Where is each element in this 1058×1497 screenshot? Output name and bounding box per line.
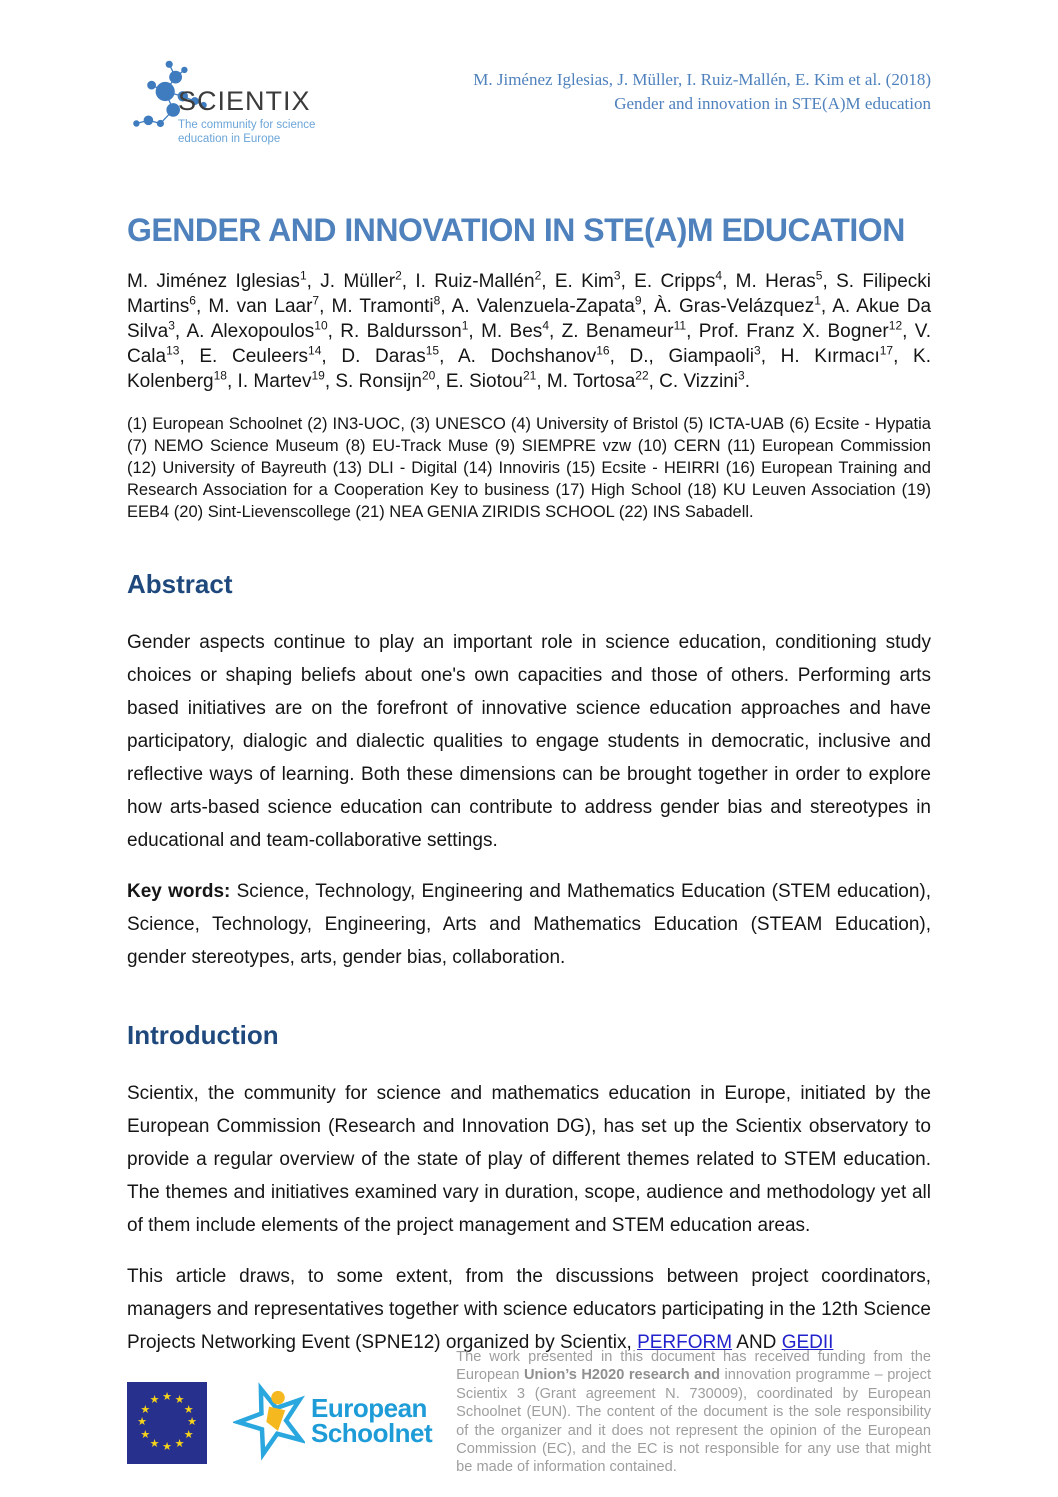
european-schoolnet-wordmark: European Schoolnet xyxy=(311,1393,433,1448)
gedii-link[interactable]: GEDII xyxy=(781,1332,834,1353)
funding-text-2: innovation programme – project Scientix 3 (Grant agreement N. 730009), coordinated by European Schoolnet (EUN). The content of the document is the sole responsibility of the organizer and it does not represent the opinion of the European Commission (EC), and the EC is not responsible for any use that might be made of information contained. xyxy=(456,1367,931,1476)
authors-line: M. Jiménez Iglesias$^1$, J. Müller$^2$, I. Ruiz-Mallén$^2$, E. Kim$^3$, E. Cripps$^4$, M. Heras$^5$, S. Filipecki Martins$^6$, M. van Laar$^7$, M. Tramonti$^8$, A. Valenzuela-Zapata$^9$, À. Gras-Velázquez$^1$, A. Akue Da Silva$^3$, A. Alexopoulos$^{10}$, R. Baldursson$^1$, M. Bes$^4$, Z. Benameur$^{11}$, Prof. Franz X. Bogner$^{12}$, V. Cala$^{13}$, E. Ceuleers$^{14}$, D. Daras$^{15}$, A. Dochshanov$^{16}$, D., Giampaoli$^3$, H. Kırmacı$^{17}$, K. Kolenberg$^{18}$, I. Martev$^{19}$, S. Ronsijn$^{20}$, E. Siotou$^{21}$, M. Tortosa$^{22}$, C. Vizzini$^3$. xyxy=(127,268,932,392)
european-schoolnet-star-icon xyxy=(233,1378,305,1464)
intro-p2-and: AND xyxy=(732,1332,782,1353)
introduction-paragraph-2 xyxy=(127,1260,931,1359)
scientix-logo-text xyxy=(178,88,315,146)
funding-text-bold: Union’s H2020 research and xyxy=(523,1367,721,1384)
abstract-heading: Abstract xyxy=(127,569,233,599)
page-title: GENDER AND INNOVATION IN STE(A)M EDUCATION xyxy=(127,212,905,248)
scientix-wordmark: SCIENTIX xyxy=(178,86,311,116)
citation-line2: Gender and innovation in STE(A)M education xyxy=(614,94,931,113)
perform-link[interactable]: PERFORM xyxy=(637,1332,733,1353)
scientix-logo xyxy=(130,52,400,152)
affiliations: (1) European Schoolnet (2) IN3-UOC, (3) UNESCO (4) University of Bristol (5) ICTA-UAB (6) Ecsite - Hypatia (7) NEMO Science Museum (8) EU-Track Muse (9) SIEMPRE vzw (10) CERN (11) European Commission (12) University of Bayreuth (13) DLI - Digital (14) Innoviris (15) Ecsite - HEIRRI (16) European Training and Research Association for a Cooperation Key to business (17) High School (18) KU Leuven Association (19) EEB4 (20) Sint-Lievenscollege (21) NEA GENIA ZIRIDIS SCHOOL (22) INS Sabadell. xyxy=(127,415,931,521)
eu-flag: ★ ★ ★ ★ ★ ★ ★ ★ ★ ★ ★ ★ xyxy=(127,1382,207,1464)
intro-p2-text: This article draws, to some extent, from the discussions between project coordinators, managers and representatives together with science educators participating in the 12th Science Projects Networking Event (SPNE12) organized by Scientix, xyxy=(127,1266,931,1353)
keywords-paragraph xyxy=(127,875,931,974)
citation-line1: M. Jiménez Iglesias, J. Müller, I. Ruiz-Mallén, E. Kim et al. (2018) xyxy=(473,70,931,89)
running-head-citation xyxy=(473,68,931,116)
introduction-heading: Introduction xyxy=(127,1020,279,1050)
scientix-tagline: The community for science education in Europe xyxy=(178,119,316,145)
european-schoolnet-logo xyxy=(233,1378,432,1464)
page-footer xyxy=(127,1348,931,1477)
funding-disclaimer xyxy=(456,1348,931,1477)
keywords-text: Science, Technology, Engineering and Mathematics Education (STEM education), Science, Technology, Engineering, Arts and Mathematics Education (STEAM Education), gender stereotypes, arts, gender bias, collaboration. xyxy=(127,881,932,968)
keywords-label: Key words: xyxy=(127,881,231,902)
abstract-paragraph: Gender aspects continue to play an important role in science education, conditioning study choices or shaping beliefs about one's own capacities and those of others. Performing arts based initiatives are on the forefront of innovative science education approaches and have participatory, dialogic and dialectic qualities to engage students in democratic, inclusive and reflective ways of learning. Both these dimensions can be brought together in order to explore how arts-based science education can contribute to address gender bias and stereotypes in educational and team-collaborative settings. xyxy=(127,632,931,851)
introduction-paragraph-1: Scientix, the community for science and mathematics education in Europe, initiated by the European Commission (Research and Innovation DG), has set up the Scientix observatory to provide a regular overview of the state of play of different themes related to STEM education. The themes and initiatives examined vary in duration, scope, audience and methodology yet all of them include elements of the project management and STEM education areas. xyxy=(127,1083,931,1236)
funding-text-1: The work presented in this document has received funding from the European xyxy=(456,1349,931,1384)
page-header xyxy=(127,52,931,152)
